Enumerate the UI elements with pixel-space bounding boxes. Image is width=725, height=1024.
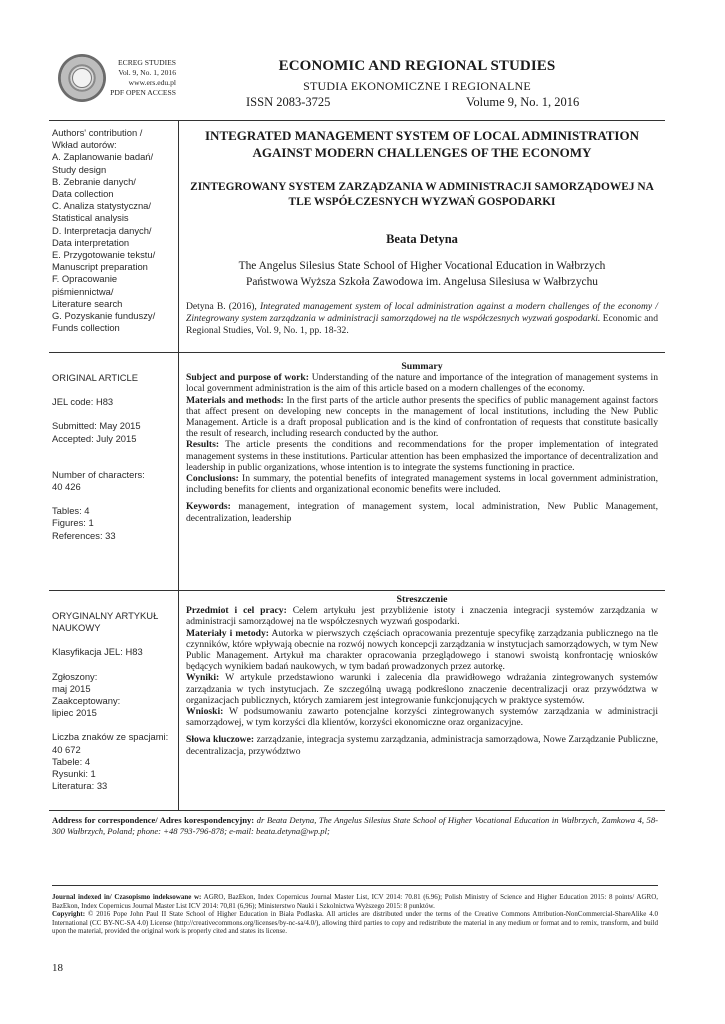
streszczenie-purpose-text: Celem artykułu jest przybliżenie istoty i znaczenia integracji systemów zarządzania w administracji samorządowej na tle współczesnych wyzwań gospodarki.: [186, 605, 658, 628]
affiliation-en: The Angelus Silesius State School of Higher Vocational Education in Wałbrzych: [238, 260, 606, 272]
correspondence: [52, 815, 658, 837]
journal-logo: [58, 54, 106, 102]
affiliation: [186, 259, 658, 290]
summary-conclusions-label: Conclusions:: [186, 473, 239, 485]
references-count-pl: Literatura: 33: [52, 780, 108, 792]
keywords-text: management, integration of management system, local administration, New Public Management, decentralization, leadership: [186, 501, 658, 524]
citation-title: Integrated management system of local administration against a modern challenges of the economy / Zintegrowany system zarządzania w administracji samorządowej na tle współczesnych wyzwań gospodarki.: [186, 301, 658, 324]
journal-subtitle: STUDIA EKONOMICZNE I REGIONALNE: [303, 79, 531, 93]
citation-lead: Detyna B. (2016),: [186, 301, 260, 312]
citation: [186, 301, 658, 336]
figures-count: Figures: 1: [52, 517, 94, 529]
summary-methods: [186, 395, 658, 440]
issn: ISSN 2083-3725: [246, 95, 331, 109]
streszczenie-methods-label: Materiały i metody:: [186, 627, 269, 639]
contribution-line: C. Analiza statystyczna/: [52, 200, 151, 212]
contribution-line: E. Przygotowanie tekstu/: [52, 249, 156, 261]
summary-results-text: The article presents the conditions and recommendations for the proper implementation of integrated management systems in these institutions. Particular attention has been emphasized the importance of decentralization and leadership in public organizations, whose intention is to integrate the systems functioning in practice.: [186, 439, 658, 473]
correspondence-text: dr Beata Detyna, The Angelus Silesius State School of Higher Vocational Education in Wałbrzych, Zamkowa 4, 58-300 Wałbrzych, Poland; phone: +48 793-796-878; e-mail: beata.detyna@wp.pl;: [52, 815, 658, 837]
references-count: References: 33: [52, 529, 116, 541]
author-name: Beata Detyna: [386, 232, 458, 246]
article-title-en: INTEGRATED MANAGEMENT SYSTEM OF LOCAL ADMINISTRATION AGAINST MODERN CHALLENGES OF THE ECONOMY: [205, 128, 639, 160]
contribution-line: Funds collection: [52, 322, 120, 334]
streszczenie-heading: Streszczenie: [396, 594, 448, 605]
submitted-value-pl: maj 2015: [52, 682, 91, 694]
journal-meta: [106, 58, 176, 98]
keywords-label: Keywords:: [186, 501, 231, 513]
indexing-text: AGRO, BazEkon, Index Copernicus Journal Master List, ICV 2014: 70.81 (6.96); Polish Ministry of Science and Higher Education 2015: 8 points/ AGRO, BazEkon, Index Copernicus Journal Master List ICV 2014: 70,81 (6,96); Ministerstwo Nauki i Szkolnictwa Wyższego 2015: 8 punktów.: [52, 893, 659, 910]
figures-count-pl: Rysunki: 1: [52, 768, 96, 780]
article-type-pl: ORYGINALNY ARTYKUŁ NAUKOWY: [52, 610, 159, 634]
streszczenie-purpose: [186, 605, 658, 627]
contribution-line: Study design: [52, 163, 107, 175]
streszczenie-conclusions-label: Wnioski:: [186, 706, 224, 718]
article-title-pl: ZINTEGROWANY SYSTEM ZARZĄDZANIA W ADMINISTRACJI SAMORZĄDOWEJ NA TLE WSPÓŁCZESNYCH WYZWAŃ GOSPODARKI: [190, 181, 654, 208]
contribution-line: Literature search: [52, 297, 123, 309]
contribution-line: B. Zebranie danych/: [52, 175, 136, 187]
characters-value-pl: 40 672: [52, 743, 81, 755]
article-info-en: [52, 372, 176, 542]
streszczenie-conclusions: [186, 706, 658, 728]
summary-conclusions: [186, 473, 658, 495]
keywords-text-pl: zarządzanie, integracja systemu zarządzania, administracja samorządowa, Nowe Zarządzanie Publiczne, decentralizacja, przywództwo: [186, 734, 658, 757]
contribution-line: piśmiennictwa/: [52, 285, 114, 297]
column-divider: [178, 121, 179, 810]
streszczenie-results: [186, 672, 658, 706]
streszczenie-purpose-label: Przedmiot i cel pracy:: [186, 605, 287, 617]
article-type: ORIGINAL ARTICLE: [52, 372, 138, 383]
accepted-value-pl: lipiec 2015: [52, 707, 97, 719]
citation-source: Economic and Regional Studies, Vol. 9, No. 1, pp. 18-32.: [186, 312, 658, 336]
contribution-line: Data collection: [52, 188, 114, 200]
contribution-line: Statistical analysis: [52, 212, 129, 224]
contribution-line: A. Zaplanowanie badań/: [52, 151, 154, 163]
characters-value: 40 426: [52, 481, 81, 493]
accepted-label-pl: Zaakceptowany:: [52, 695, 121, 707]
journal-short-name: ECREG STUDIES: [117, 58, 176, 67]
summary-purpose: [186, 372, 658, 394]
streszczenie-keywords: [186, 734, 658, 756]
summary-keywords: [186, 501, 658, 523]
summary-purpose-label: Subject and purpose of work:: [186, 372, 309, 384]
contribution-line: F. Opracowanie: [52, 273, 118, 285]
header-rule: [49, 120, 665, 121]
characters-label: Number of characters:: [52, 468, 145, 480]
jel-code: JEL code: H83: [52, 396, 114, 408]
body-bottom-rule: [49, 810, 665, 811]
affiliation-pl: Państwowa Wyższa Szkoła Zawodowa im. Angelusa Silesiusa w Wałbrzychu: [246, 275, 598, 288]
summary-methods-text: In the first parts of the article author presents the specifics of public management against factors that affect present on developing new concepts in the management of local institutions, including the New Public Management. Article is a draft proposal publication and is the kind of confrontation of requests that constitute basically the result of research, including research conducted by the author.: [186, 394, 658, 440]
article-info-pl: [52, 610, 176, 792]
logo-emblem: [72, 68, 92, 88]
streszczenie-methods: [186, 628, 658, 673]
streszczenie-conclusions-text: W podsumowaniu zawarto potencjalne korzyści zintegrowanych systemów zarządzania w administracji samorządowej, w tym korzyści dla klientów, korzyści ekonomiczne oraz organizacyjne.: [186, 706, 658, 729]
indexing-label: Journal indexed in/ Czasopismo indeksowane w:: [52, 893, 202, 901]
contribution-line: Data interpretation: [52, 236, 130, 248]
streszczenie-methods-text: Autorka w pierwszych częściach opracowania prezentuje specyfikę zarządzania publicznego na tle czynników, które wpływają obecnie na rozwój nowych koncepcji zarządzania w instytucjach samorządowych, w tym New Public Management. Artykuł ma charakter opracowania przeglądowego i stanowi swoistą konfrontację wniosków będących wynikiem badań naukowych, w tym badań prowadzonych przez autorkę.: [186, 627, 658, 673]
copyright-note: [52, 910, 658, 936]
journal-website: www.ers.edu.pl: [128, 78, 176, 87]
submitted-date: Submitted: May 2015: [52, 420, 141, 432]
contribution-line: G. Pozyskanie funduszy/: [52, 310, 156, 322]
journal-volume-short: Vol. 9, No. 1, 2016: [118, 68, 176, 77]
streszczenie-results-label: Wyniki:: [186, 672, 220, 684]
keywords-label-pl: Słowa kluczowe:: [186, 734, 255, 746]
characters-label-pl: Liczba znaków ze spacjami:: [52, 731, 169, 743]
summary-methods-label: Materials and methods:: [186, 394, 284, 406]
indexing-note: [52, 893, 658, 910]
summary-heading: Summary: [401, 361, 443, 372]
streszczenie-results-text: W artykule przedstawiono warunki i zalecenia dla prawidłowego wdrażania zintegrowanych systemów zarządzania w tych instytucjach. Ze szczególną uwagą podkreślono znaczenie decentralizacji oraz przywództwa w organizacjach publicznych, których zamiarem jest integrowanie funkcjonujących w praktyce systemów.: [186, 672, 658, 706]
section-rule-2: [49, 590, 665, 591]
summary-purpose-text: Understanding of the nature and importance of the integration of management systems in local government administration is the aim of this article based on a modern challenges of the economy.: [186, 372, 658, 395]
tables-count: Tables: 4: [52, 505, 90, 517]
jel-code-pl: Klasyfikacja JEL: H83: [52, 646, 143, 658]
correspondence-label: Address for correspondence/ Adres korespondencyjny:: [52, 815, 255, 825]
footnote: [52, 893, 658, 936]
accepted-date: Accepted: July 2015: [52, 432, 137, 444]
tables-count-pl: Tabele: 4: [52, 755, 91, 767]
authors-contribution: [52, 127, 176, 334]
volume-info: Volume 9, No. 1, 2016: [466, 95, 580, 109]
copyright-text: © 2016 Pope John Paul II State School of Higher Education in Biała Podlaska. All articles are distributed under the terms of the Creative Commons Attribution-NonCommercial-ShareAlike 4.0 International (CC BY-NC-SA 4.0) License (http://creativecommons.org/licenses/by-nc-sa/4.0/), allowing third parties to copy and redistribute the material in any medium or format and to remix, transform, and build upon the material, provided the original work is properly cited and states its license.: [52, 910, 658, 936]
journal-title: ECONOMIC AND REGIONAL STUDIES: [278, 58, 556, 74]
contribution-line: Manuscript preparation: [52, 261, 148, 273]
contribution-line: Authors' contribution /: [52, 127, 143, 138]
summary-conclusions-text: In summary, the potential benefits of integrated management systems in local government administration, including benefits for clients and organizational economic benefits were included.: [186, 473, 658, 496]
contribution-line: D. Interpretacja danych/: [52, 224, 152, 236]
summary-results-label: Results:: [186, 439, 220, 451]
section-rule: [49, 352, 665, 353]
open-access-label: PDF OPEN ACCESS: [110, 88, 176, 97]
summary-results: [186, 439, 658, 473]
streszczenie-section: [186, 594, 658, 757]
submitted-label-pl: Zgłoszony:: [52, 670, 98, 682]
contribution-line: Wkład autorów:: [52, 139, 117, 151]
page-number: 18: [52, 962, 63, 974]
summary-section: [186, 361, 658, 524]
footnote-rule: [52, 885, 658, 886]
copyright-label: Copyright:: [52, 910, 86, 919]
